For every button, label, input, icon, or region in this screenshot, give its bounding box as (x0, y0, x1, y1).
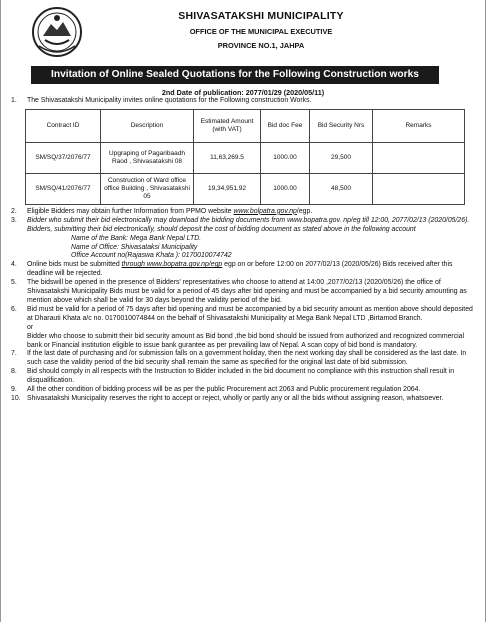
province-name: PROVINCE NO.1, JAHPA (217, 41, 305, 50)
item-text: Bidder who submit their bid electronically may download the bidding documents from www.bopatra.gov. np/eg till 12:00, 2077/02/13 (2020/05/26). Bidders, submitting their bid electronically, should deposit the cost of bidding document as stated above in the following account (27, 216, 470, 233)
item-text: egp on or before 12:00 on 2077/02/13 (2020/05/26) Bids received after this deadline will be rejected. (27, 261, 453, 278)
item-5 (1, 279, 485, 306)
table-row (26, 142, 465, 173)
item-text: Bid should comply in all respects with the Instruction to Bidder included in the bid document no compliance with this instruction shall result in disqualification. (27, 368, 455, 385)
item-number: 3. (11, 216, 17, 224)
notice-header (1, 0, 485, 62)
cell-contract-id: SM/SQ/37/2076/77 (26, 142, 101, 173)
item-8 (1, 368, 485, 386)
cell-remarks (373, 142, 465, 173)
cell-estimated-amount: 11,63,269.5 (194, 142, 261, 173)
item-6 (1, 306, 485, 351)
item-text: Eligible Bidders may obtain further Information from PPMO website (27, 207, 234, 215)
or-separator: or (27, 323, 34, 331)
col-description: Description (101, 109, 194, 142)
item-number: 5. (11, 279, 17, 287)
item-text: If the last date of purchasing and /or submission falls on a government holiday, then the next working day shall be considered as the last date. In such case the validity period of the bid security shall remain the same as specified for the original last date of bid submission. (27, 350, 467, 367)
table-header-row (26, 109, 465, 142)
publication-date: 2nd Date of publication: 2077/01/29 (2020/05/11) (161, 88, 325, 97)
item-number: 10. (11, 394, 21, 402)
item-10 (1, 395, 485, 404)
cell-remarks (373, 173, 465, 204)
table-row (26, 173, 465, 204)
ppmo-link[interactable]: www.bolpatra.gov.np (233, 207, 297, 215)
nepal-emblem-icon (31, 6, 83, 58)
works-table (25, 109, 465, 205)
item-9 (1, 386, 485, 395)
cell-estimated-amount: 19,34,951.92 (194, 173, 261, 204)
item-text: The bidswill be opened in the presence of Bidders' representatives who choose to attend at 14:00 ,2077/02/13 (2020/05/26) the office of Shivasatakshi Municipality Bids must be valid for a period of 45 days after bid opening and must be accompanied by a bid security amounting as mention above which shall be valid for 30 days beyond the validity period of the bid. (27, 279, 467, 304)
col-estimated-amount: Estimated Amount (with VAT) (194, 109, 261, 142)
egp-link[interactable]: through www.bopatra.gov.np/egp (121, 261, 223, 269)
cell-description: Construction of Ward office office Building , Shivasatakshi 05 (101, 173, 194, 204)
item-2 (1, 208, 485, 217)
col-bid-security: Bid Security Nrs (310, 109, 373, 142)
item-7 (1, 350, 485, 368)
item-text: Bid must be valid for a period of 75 days after bid opening and must be accompanied by a bid security amount as mention above should deposited at Dharauti Khata a/c no. 0170010074844 on the behalf of Shivasatakshi Municipality at Mega Bank Nepal LTD ,Birtamod Branch. (27, 305, 473, 322)
item-text: All the other condition of bidding process will be as per the public Procurement act 2063 and Public procurement regulation 2064. (27, 386, 421, 394)
municipality-name: SHIVASATAKSHI MUNICIPALITY (178, 10, 344, 22)
col-bid-doc-fee: Bid doc Fee (261, 109, 310, 142)
cell-description: Upgraping of Pagaribaadh Raod , Shivasatakshi 08 (101, 142, 194, 173)
item-number: 7. (11, 350, 17, 358)
item-number: 8. (11, 368, 17, 376)
office-account: Office Account no(Rajaswa Khata ): 0170010074742 (71, 252, 232, 260)
office-name: OFFICE OF THE MUNICIPAL EXECUTIVE (189, 27, 333, 36)
item-3 (1, 217, 485, 235)
item-text: Shivasatakshi Municipality reserves the right to accept or reject, wholly or partly any or all the bids without assigning reason, whatsoever. (27, 394, 444, 402)
cell-bid-doc-fee: 1000.00 (261, 173, 310, 204)
office-name-line: Name of Office: Shivasataksi Municipality (71, 243, 198, 251)
item-text: Online bids must be submitted (27, 261, 122, 269)
item-number: 9. (11, 386, 17, 394)
cell-bid-security: 29,500 (310, 142, 373, 173)
col-contract-id: Contract ID (26, 109, 101, 142)
item-number: 4. (11, 261, 17, 269)
item-number: 1. (11, 97, 17, 104)
bank-name: Name of the Bank: Mega Bank Nepal LTD. (71, 234, 202, 242)
item-4 (1, 261, 485, 279)
item-text: The Shivasatakshi Municipality invites online quotations for the Following construction Works. (27, 97, 312, 104)
cell-bid-doc-fee: 1000.00 (261, 142, 310, 173)
cell-bid-security: 48,500 (310, 173, 373, 204)
item-1 (1, 97, 485, 106)
item-text: Bidder who choose to submitt their bid security amount as Bid bond ,the bid bond should be issued from authorized and recognized commercial bank or Financial institution eligible to issue bank gurantee as per prevailing law of Nepal. A scan copy of bid bond is mandatory. (27, 332, 465, 349)
header-text (111, 10, 411, 50)
item-text: /egp. (296, 207, 313, 215)
cell-contract-id: SM/SQ/41/2076/77 (26, 173, 101, 204)
item-number: 6. (11, 305, 17, 313)
notice-title: Invitation of Online Sealed Quotations for the Following Construction works (31, 66, 439, 84)
col-remarks: Remarks (373, 109, 465, 142)
item-number: 2. (11, 207, 17, 215)
